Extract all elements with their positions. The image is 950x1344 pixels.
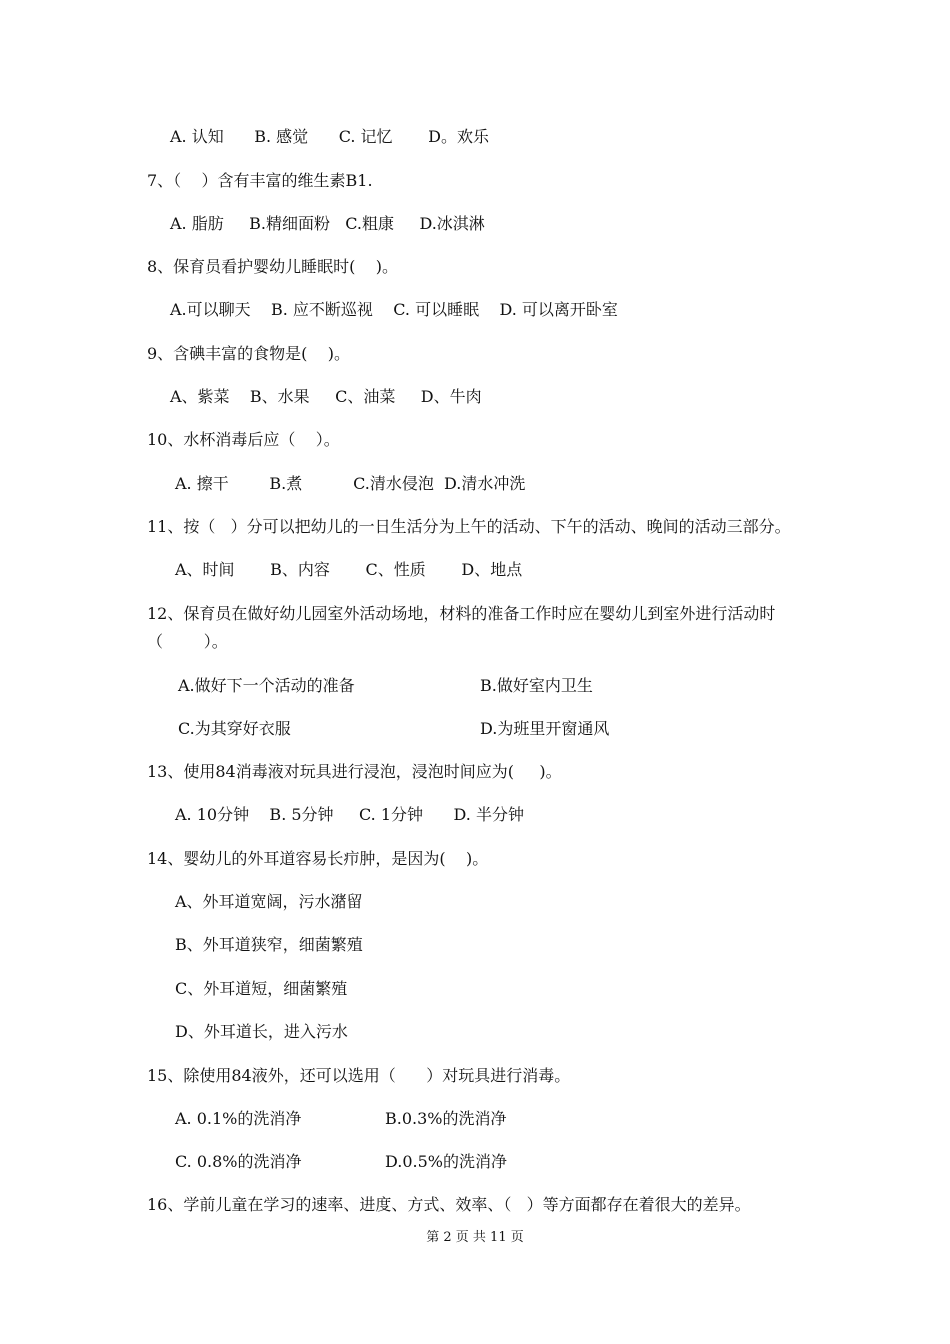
q15-option-d: D.0.5%的洗消净 [385, 1152, 507, 1171]
q12-question-blank: （ ）。 [147, 632, 228, 651]
page-footer: 第 2 页 共 11 页 [426, 1230, 524, 1245]
q7-question: 7、（ ）含有丰富的维生素B1. [147, 171, 373, 190]
q8-options: A.可以聊天 B. 应不断巡视 C. 可以睡眠 D. 可以离开卧室 [170, 300, 618, 319]
q15-question: 15、除使用84液外，还可以选用（ ）对玩具进行消毒。 [147, 1066, 571, 1085]
q9-question: 9、含碘丰富的食物是( )。 [147, 344, 351, 363]
q10-question: 10、水杯消毒后应（ ）。 [147, 430, 340, 449]
q14-option-c: C、外耳道短，细菌繁殖 [175, 979, 348, 998]
q14-option-a: A、外耳道宽阔，污水潴留 [175, 892, 363, 911]
q12-option-d: D.为班里开窗通风 [480, 719, 610, 738]
q13-question: 13、使用84消毒液对玩具进行浸泡，浸泡时间应为( )。 [147, 762, 562, 781]
q12-option-a: A.做好下一个活动的准备 [178, 676, 355, 695]
q14-option-b: B、外耳道狭窄，细菌繁殖 [175, 935, 363, 954]
q11-question: 11、按（ ）分可以把幼儿的一日生活分为上午的活动、下午的活动、晚间的活动三部分。 [147, 517, 791, 536]
q8-question: 8、保育员看护婴幼儿睡眠时( )。 [147, 257, 399, 276]
q10-options: A. 擦干 B.煮 C.清水侵泡 D.清水冲洗 [175, 474, 526, 493]
q11-options: A、时间 B、内容 C、性质 D、地点 [175, 560, 523, 579]
q15-option-c: C. 0.8%的洗消净 [175, 1152, 302, 1171]
q12-option-b: B.做好室内卫生 [480, 676, 593, 695]
q15-option-b: B.0.3%的洗消净 [385, 1109, 507, 1128]
q12-question: 12、保育员在做好幼儿园室外活动场地，材料的准备工作时应在婴幼儿到室外进行活动时 [147, 604, 776, 623]
q6-options: A. 认知 B. 感觉 C. 记忆 D。欢乐 [170, 127, 489, 146]
q14-question: 14、婴幼儿的外耳道容易长疖肿，是因为( )。 [147, 849, 489, 868]
q13-options: A. 10分钟 B. 5分钟 C. 1分钟 D. 半分钟 [175, 805, 524, 824]
q7-options: A. 脂肪 B.精细面粉 C.粗康 D.冰淇淋 [170, 214, 485, 233]
q12-option-c: C.为其穿好衣服 [178, 719, 291, 738]
q15-option-a: A. 0.1%的洗消净 [175, 1109, 302, 1128]
q16-question: 16、学前儿童在学习的速率、进度、方式、效率、（ ）等方面都存在着很大的差异。 [147, 1195, 751, 1214]
q14-option-d: D、外耳道长，进入污水 [175, 1022, 348, 1041]
q9-options: A、紫菜 B、水果 C、油菜 D、牛肉 [170, 387, 482, 406]
